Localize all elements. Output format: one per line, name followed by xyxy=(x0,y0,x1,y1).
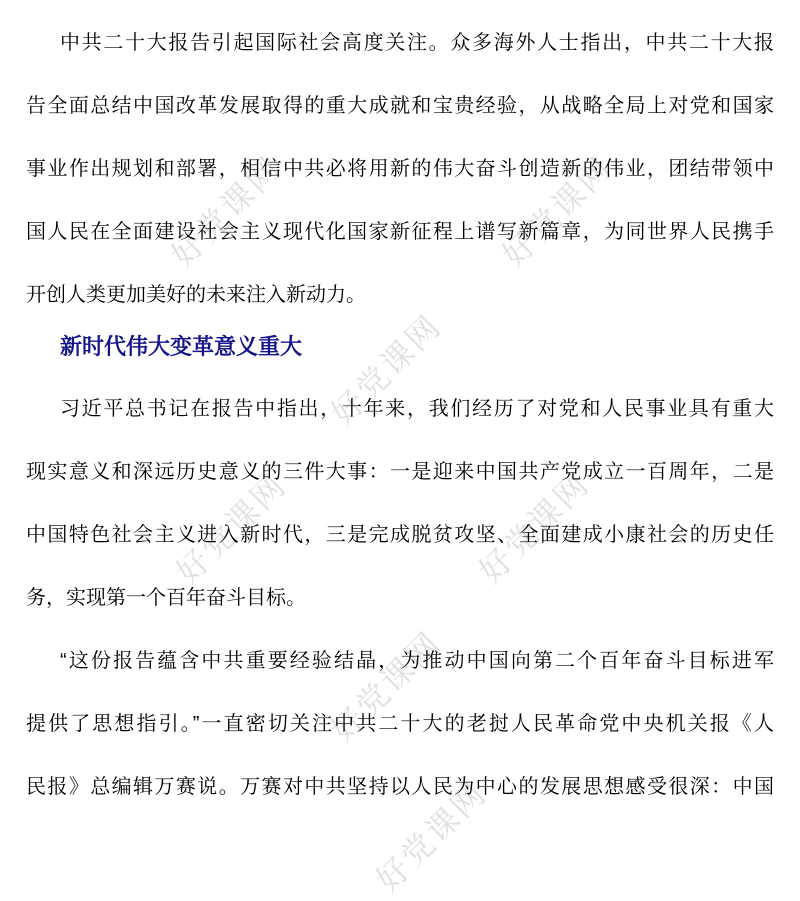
text-line: 中共二十大报告引起国际社会高度关注。众多海外人士指出，中共二十大报 xyxy=(60,32,774,54)
paragraph xyxy=(26,12,774,327)
text-line: “这份报告蕴含中共重要经验结晶，为推动中国向第二个百年奋斗目标进军 xyxy=(60,650,774,672)
section-heading: 新时代伟大变革意义重大 xyxy=(60,334,303,359)
watermark-text: 好党课网 xyxy=(495,149,620,274)
text-line: 现实意义和深远历史意义的三件大事：一是迎来中国共产党成立一百周年，二是 xyxy=(26,461,774,483)
watermark-text: 好党课网 xyxy=(169,466,294,591)
paragraph xyxy=(26,630,774,819)
text-line: 中国特色社会主义进入新时代，三是完成脱贫攻坚、全面建成小康社会的历史任 xyxy=(26,524,774,546)
text-line: 提供了思想指引。”一直密切关注中共二十大的老挝人民革命党中央机关报《人 xyxy=(26,713,774,735)
watermark-text: 好党课网 xyxy=(324,307,449,432)
watermark-text: 好党课网 xyxy=(164,149,289,274)
text-line: 习近平总书记在报告中指出，十年来，我们经历了对党和人民事业具有重大 xyxy=(60,398,774,420)
watermark-text: 好党课网 xyxy=(324,624,449,749)
text-line: 国人民在全面建设社会主义现代化国家新征程上谱写新篇章，为同世界人民携手 xyxy=(26,221,774,243)
watermark-text: 好党课网 xyxy=(472,465,597,590)
text-line: 事业作出规划和部署，相信中共必将用新的伟大奋斗创造新的伟业，团结带领中 xyxy=(26,158,774,180)
text-line: 民报》总编辑万赛说。万赛对中共坚持以人民为中心的发展思想感受很深：中国 xyxy=(26,776,774,798)
paragraph xyxy=(26,378,774,630)
text-line: 告全面总结中国改革发展取得的重大成就和宝贵经验，从战略全局上对党和国家 xyxy=(26,95,774,117)
text-line: 开创人类更加美好的未来注入新动力。 xyxy=(26,284,366,306)
text-line: 务，实现第一个百年奋斗目标。 xyxy=(26,587,306,609)
watermark-text: 好党课网 xyxy=(369,774,494,899)
